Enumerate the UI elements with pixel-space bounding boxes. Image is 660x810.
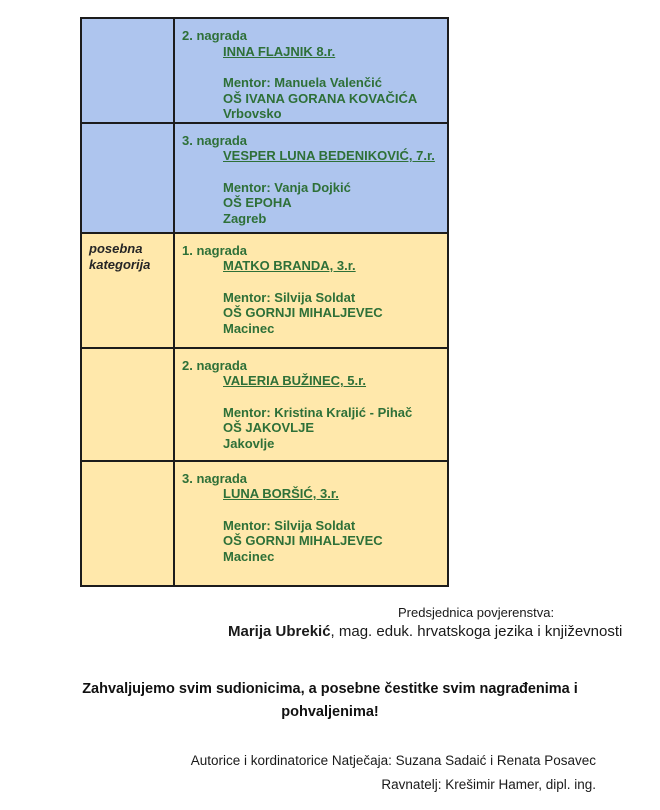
city-line: Zagreb [223,210,267,226]
president-name: Marija Ubrekić [228,623,331,640]
prize-label: 1. nagrada [182,242,248,258]
city-line: Vrbovsko [223,106,282,121]
entry-cell [174,123,448,233]
entry-cell [174,461,448,586]
blank-line [182,274,443,290]
president-credentials: , mag. eduk. hrvatskoga jezika i književnosti [330,623,623,640]
blank-line [182,59,443,75]
category-label [82,349,173,356]
prize-label: 3. nagrada [182,470,248,486]
school-line: OŠ GORNJI MIHALJEVEC [223,305,383,320]
table-row [81,348,448,461]
blank-line [182,164,443,180]
category-label [82,462,173,469]
category-cell [81,123,174,233]
entry-cell [174,233,448,348]
student-name: VESPER LUNA BEDENIKOVIĆ, 7.r. [223,148,435,163]
category-cell [81,348,174,461]
school-line: OŠ JAKOVLJE [223,420,315,435]
student-name: VALERIA BUŽINEC, 5.r. [223,373,367,388]
city-line: Jakovlje [223,435,275,451]
mentor-line: Mentor: Silvija Soldat [223,517,356,533]
thanks-line-2: pohvaljenima! [281,704,379,720]
president-title: Predsjednica povjerenstva: [398,605,555,620]
student-name: INNA FLAJNIK 8.r. [223,43,336,59]
student-name: MATKO BRANDA, 3.r. [223,258,356,273]
category-label [82,124,173,131]
awards-table [80,17,449,587]
school-line: OŠ GORNJI MIHALJEVEC [223,533,383,548]
category-label: posebna kategorija [89,240,151,272]
blank-line [182,389,443,405]
category-cell [81,461,174,586]
table-row [81,461,448,586]
school-line: OŠ EPOHA [223,195,292,210]
thanks-message [0,678,660,724]
category-cell [81,233,174,348]
mentor-line: Mentor: Kristina Kraljić - Pihač [223,404,413,420]
credits-block [191,749,596,797]
city-line: Macinec [223,548,275,564]
mentor-line: Mentor: Silvija Soldat [223,289,356,305]
prize-label: 2. nagrada [182,28,248,43]
president-signature [228,623,622,640]
table-row [81,233,448,348]
table-row [81,18,448,123]
prize-label: 3. nagrada [182,132,248,148]
thanks-line-1: Zahvaljujemo svim sudionicima, a posebne čestitke svim nagrađenima i [82,681,578,697]
principal-line: Ravnatelj: Krešimir Hamer, dipl. ing. [381,777,596,792]
table-row [81,123,448,233]
authors-line: Autorice i kordinatorice Natječaja: Suzana Sadaić i Renata Posavec [190,753,596,768]
student-name: LUNA BORŠIĆ, 3.r. [223,486,339,501]
school-line: OŠ IVANA GORANA KOVAČIĆA [223,90,418,106]
city-line: Macinec [223,320,275,336]
mentor-line: Mentor: Vanja Dojkić [223,179,351,195]
entry-cell [174,18,448,123]
blank-line [182,502,443,518]
category-cell [81,18,174,123]
mentor-line: Mentor: Manuela Valenčić [223,75,382,90]
prize-label: 2. nagrada [182,357,248,373]
entry-cell [174,348,448,461]
category-label [82,19,173,26]
